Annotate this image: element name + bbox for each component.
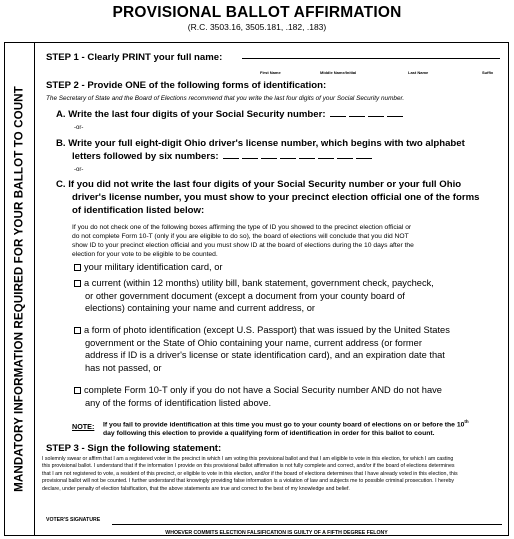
checkbox-military-id[interactable]	[74, 264, 81, 271]
option-c-line3: of identification listed below:	[72, 205, 205, 216]
option-c-line1: C. If you did not write the last four digits of your Social Security number or your full Ohio	[56, 179, 462, 190]
id-instructions-line: If you do not check one of the following boxes affirming the type of ID you showed to the precinct election official or	[72, 224, 412, 231]
id-instructions-line: election for your vote to be eligible to be counted.	[72, 251, 218, 259]
checkbox-form-10t-label: any of the forms of identification listed above.	[85, 397, 272, 408]
license-number-fields[interactable]	[221, 151, 373, 162]
signature-row	[46, 517, 507, 523]
full-name-field[interactable]	[242, 58, 500, 59]
license-char-4[interactable]	[280, 150, 296, 159]
ssn-digit-4[interactable]	[387, 108, 403, 117]
checkbox-document[interactable]	[74, 280, 81, 287]
checkbox-document-row	[74, 277, 434, 315]
affirmation-line: that I am not registered to vote, a resident of this precinct, or eligible to vote in this election, and/or if the board of elections determines that I have already voted in this election, this	[42, 470, 458, 477]
step2-label: STEP 2 - Provide ONE of the following forms of identification:	[46, 80, 327, 91]
note-text-line: day following this election to provide a qualifying form of identification in order for this ballot to count.	[103, 430, 435, 438]
checkbox-form-10t-row	[74, 384, 442, 409]
or-separator-1: -or-	[74, 125, 84, 131]
affirmation-line: this provisional ballot. I understand that if the information I provide on this provisional ballot affirmation is not fully complete and correct, and/or if the board of elections determines	[42, 463, 455, 470]
option-b-line1: B. Write your full eight-digit Ohio driver's license number, which begins with two alphabet	[56, 138, 465, 149]
license-char-1[interactable]	[223, 150, 239, 159]
felony-warning: WHOEVER COMMITS ELECTION FALSIFICATION IS GUILTY OF A FIFTH DEGREE FELONY	[165, 530, 388, 536]
side-banner	[4, 42, 35, 536]
checkbox-document-label: a current (within 12 months) utility bill, bank statement, government check, paycheck,	[84, 278, 434, 288]
affirmation-line: provisional ballot will not be counted. I further understand that knowingly providing false information is a violation of law and subjects me to possible criminal prosecution. I hereby	[42, 478, 455, 485]
statute-reference: (R.C. 3503.16, 3505.181, .182, .183)	[187, 22, 327, 32]
checkbox-document-label: or other government document (except a document from your county board of	[85, 290, 405, 301]
form-content	[42, 46, 502, 534]
step3-label: STEP 3 - Sign the following statement:	[46, 443, 222, 454]
option-a	[56, 108, 404, 121]
checkbox-military-id-row	[74, 261, 222, 274]
signature-label: VOTER'S SIGNATURE	[46, 517, 101, 523]
license-char-2[interactable]	[242, 150, 258, 159]
license-char-5[interactable]	[299, 150, 315, 159]
checkbox-photo-id[interactable]	[74, 327, 81, 334]
note-text-line: If you fail to provide identification at this time you must go to your county board of elections on or before the 10	[103, 421, 465, 429]
license-char-8[interactable]	[356, 150, 372, 159]
affirmation-statement	[42, 456, 506, 493]
license-char-7[interactable]	[337, 150, 353, 159]
checkbox-military-id-label: your military identification card, or	[84, 262, 223, 272]
ssn-digit-fields[interactable]	[328, 109, 404, 120]
ssn-digit-3[interactable]	[368, 108, 384, 117]
id-instructions-line: show ID to your precinct election official and you must show ID at the board of elections during the 10 days after the	[72, 242, 414, 250]
checkbox-photo-id-row	[74, 324, 450, 375]
note-superscript: th	[464, 419, 469, 424]
license-char-6[interactable]	[318, 150, 334, 159]
side-banner-text: MANDATORY INFORMATION REQUIRED FOR YOUR BALLOT TO COUNT	[12, 86, 26, 492]
ssn-digit-1[interactable]	[330, 108, 346, 117]
option-a-text: A. Write the last four digits of your Social Security number:	[56, 109, 326, 120]
note-text	[103, 417, 503, 439]
checkbox-form-10t-label: complete Form 10-T only if you do not have a Social Security number AND do not have	[84, 385, 442, 395]
ssn-digit-2[interactable]	[349, 108, 365, 117]
checkbox-photo-id-label: a form of photo identification (except U.S. Passport) that was issued by the United States	[84, 325, 450, 335]
first-name-label: First Name	[260, 70, 281, 75]
step2-recommendation: The Secretary of State and the Board of Elections recommend that you write the last four digits of your Social Security number.	[46, 95, 405, 102]
middle-name-label: Middle Name/Initial	[320, 70, 357, 75]
id-instructions	[72, 223, 414, 259]
checkbox-photo-id-label: government or the State of Ohio containing your name, current address (or former	[85, 337, 422, 348]
id-instructions-line: do not complete Form 10-T (only if you are eligible to do so), the board of elections will conclude that you did NOT	[72, 233, 409, 241]
affirmation-line: declare, under penalty of election falsification, that the above statements are true and correct to the best of my knowledge and belief.	[42, 485, 350, 492]
suffix-label: Suffix	[482, 70, 494, 75]
step1-label: STEP 1 - Clearly PRINT your full name:	[46, 52, 223, 63]
checkbox-document-label: elections) containing your name and current address, or	[85, 303, 315, 314]
checkbox-photo-id-label: has not passed, or	[85, 363, 162, 374]
license-char-3[interactable]	[261, 150, 277, 159]
affirmation-line: I solemnly swear or affirm that I am a registered voter in the precinct in which I am voting this provisional ballot and that I am eligible to vote in this election, for which I am casting	[42, 456, 454, 462]
form-title: PROVISIONAL BALLOT AFFIRMATION	[112, 4, 402, 21]
last-name-label: Last Name	[408, 70, 429, 75]
note-label-wrap	[72, 416, 94, 434]
checkbox-form-10t[interactable]	[74, 387, 81, 394]
option-b-text: letters followed by six numbers:	[72, 151, 219, 162]
signature-field[interactable]	[112, 524, 502, 525]
or-separator-2: -or-	[74, 167, 84, 173]
checkbox-photo-id-label: address if ID is a driver's license or state identification card), and an expiration date that	[85, 350, 445, 361]
note-label: NOTE:	[72, 422, 95, 431]
option-c-line2: driver's license number, you must show to your precinct election official one of the forms	[72, 192, 480, 203]
option-b-line2	[72, 150, 373, 163]
